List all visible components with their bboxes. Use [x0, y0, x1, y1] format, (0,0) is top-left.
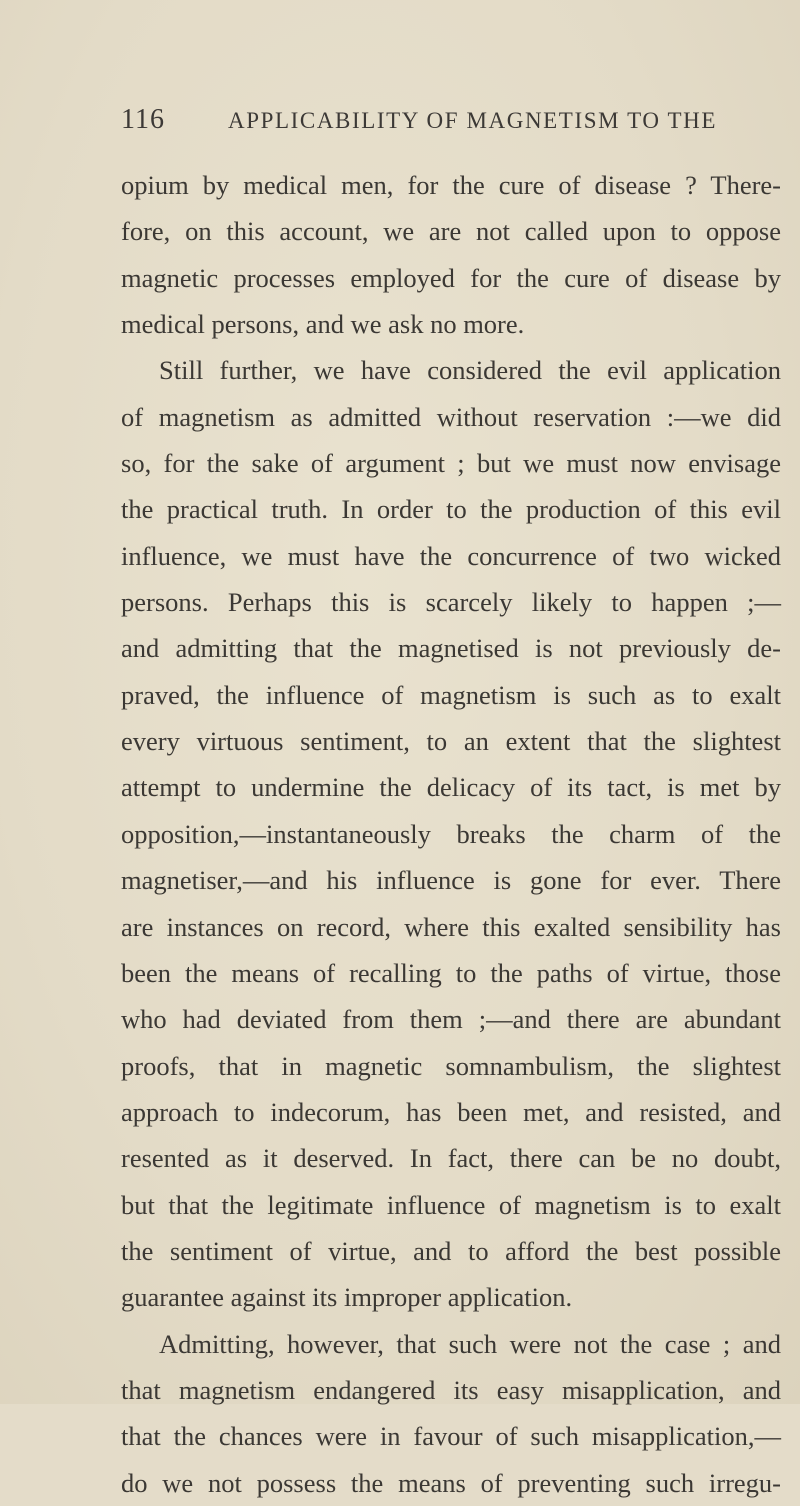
body-text	[121, 162, 781, 1506]
text-line: the practical truth. In order to the production of this evil	[121, 494, 781, 525]
text-line: are instances on record, where this exalted sensibility has	[121, 911, 781, 942]
text-line: resented as it deserved. In fact, there can be no doubt,	[121, 1143, 781, 1174]
text-line: who had deviated from them ;—and there are abundant	[121, 1004, 781, 1035]
page-header	[121, 104, 781, 140]
text-line: every virtuous sentiment, to an extent that the slightest	[121, 726, 781, 757]
text-line: and admitting that the magnetised is not previously de-	[121, 633, 781, 664]
text-line: but that the legitimate influence of magnetism is to exalt	[121, 1189, 781, 1220]
text-line: persons. Perhaps this is scarcely likely to happen ;—	[121, 587, 781, 618]
running-head: APPLICABILITY OF MAGNETISM TO THE	[228, 108, 717, 133]
text-line: do we not possess the means of preventing such irregu-	[121, 1467, 781, 1498]
text-line: that magnetism endangered its easy misapplication, and	[121, 1374, 781, 1405]
text-line: proofs, that in magnetic somnambulism, the slightest	[121, 1050, 781, 1081]
text-line: opium by medical men, for the cure of disease ? There-	[121, 170, 781, 200]
text-line: so, for the sake of argument ; but we must now envisage	[121, 448, 781, 479]
text-line: opposition,—instantaneously breaks the charm of the	[121, 818, 781, 849]
text-line: of magnetism as admitted without reservation :—we did	[121, 401, 781, 432]
text-line: the sentiment of virtue, and to afford the best possible	[121, 1235, 781, 1266]
text-line: been the means of recalling to the paths of virtue, those	[121, 957, 781, 988]
text-line: that the chances were in favour of such misapplication,—	[121, 1421, 781, 1452]
page-number: 116	[121, 104, 165, 135]
text-line: fore, on this account, we are not called upon to oppose	[121, 216, 781, 247]
text-line: magnetiser,—and his influence is gone for ever. There	[121, 865, 781, 896]
text-line: medical persons, and we ask no more.	[121, 309, 525, 340]
text-line: Admitting, however, that such were not the case ; and	[159, 1328, 781, 1359]
text-line: guarantee against its improper application.	[121, 1282, 573, 1313]
text-line: attempt to undermine the delicacy of its tact, is met by	[121, 772, 781, 803]
text-line: Still further, we have considered the evil application	[159, 355, 781, 386]
text-line: magnetic processes employed for the cure of disease by	[121, 262, 781, 293]
text-line: influence, we must have the concurrence of two wicked	[121, 540, 781, 571]
text-line: praved, the influence of magnetism is such as to exalt	[121, 679, 781, 710]
text-line: approach to indecorum, has been met, and resisted, and	[121, 1096, 781, 1127]
